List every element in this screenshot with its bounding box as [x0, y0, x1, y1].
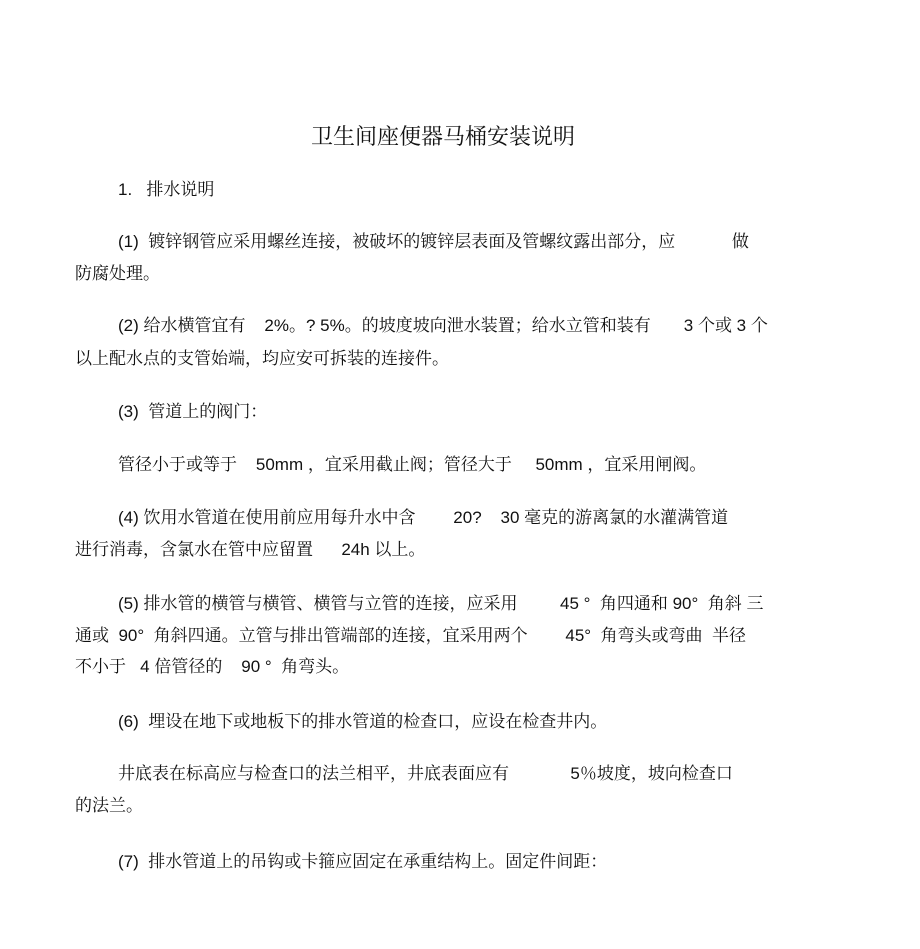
section-heading: 1. 排水说明: [118, 180, 215, 199]
paragraph-line: (7) 排水管道上的吊钩或卡箍应固定在承重结构上。固定件间距：: [118, 852, 608, 871]
paragraph-line: (1) 镀锌钢管应采用螺丝连接，被破坏的镀锌层表面及管螺纹露出部分，应 做: [118, 232, 749, 251]
paragraph-line: (2) 给水横管宜有 2%。? 5%。的坡度坡向泄水装置；给水立管和装有 3 个或 3 个: [118, 316, 768, 335]
paragraph-line: 不小于 4 倍管径的 90 ° 角弯头。: [75, 657, 350, 676]
paragraph-line: 通或 90° 角斜四通。立管与排出管端部的连接，宜采用两个 45° 角弯头或弯曲 半径: [75, 626, 746, 645]
paragraph-line: 管径小于或等于 50mm ，宜采用截止阀；管径大于 50mm ，宜采用闸阀。: [118, 455, 707, 474]
paragraph-line: 的法兰。: [75, 796, 143, 815]
paragraph-line: 防腐处理。: [75, 264, 160, 283]
paragraph-line: 以上配水点的支管始端，均应安可拆装的连接件。: [75, 349, 449, 368]
paragraph-line: (3) 管道上的阀门：: [118, 402, 268, 421]
paragraph-line: (6) 埋设在地下或地板下的排水管道的检查口，应设在检查井内。: [118, 712, 608, 731]
paragraph-line: (5) 排水管的横管与横管、横管与立管的连接，应采用 45 ° 角四通和 90° 角斜 三: [118, 594, 764, 613]
paragraph-line: 进行消毒，含氯水在管中应留置 24h 以上。: [75, 540, 426, 559]
paragraph-line: 井底表在标高应与检查口的法兰相平，井底表面应有 5％坡度，坡向检查口: [118, 764, 733, 783]
paragraph-line: (4) 饮用水管道在使用前应用每升水中含 20? 30 毫克的游离氯的水灌满管道: [118, 508, 729, 527]
document-title: 卫生间座便器马桶安装说明: [310, 124, 575, 149]
